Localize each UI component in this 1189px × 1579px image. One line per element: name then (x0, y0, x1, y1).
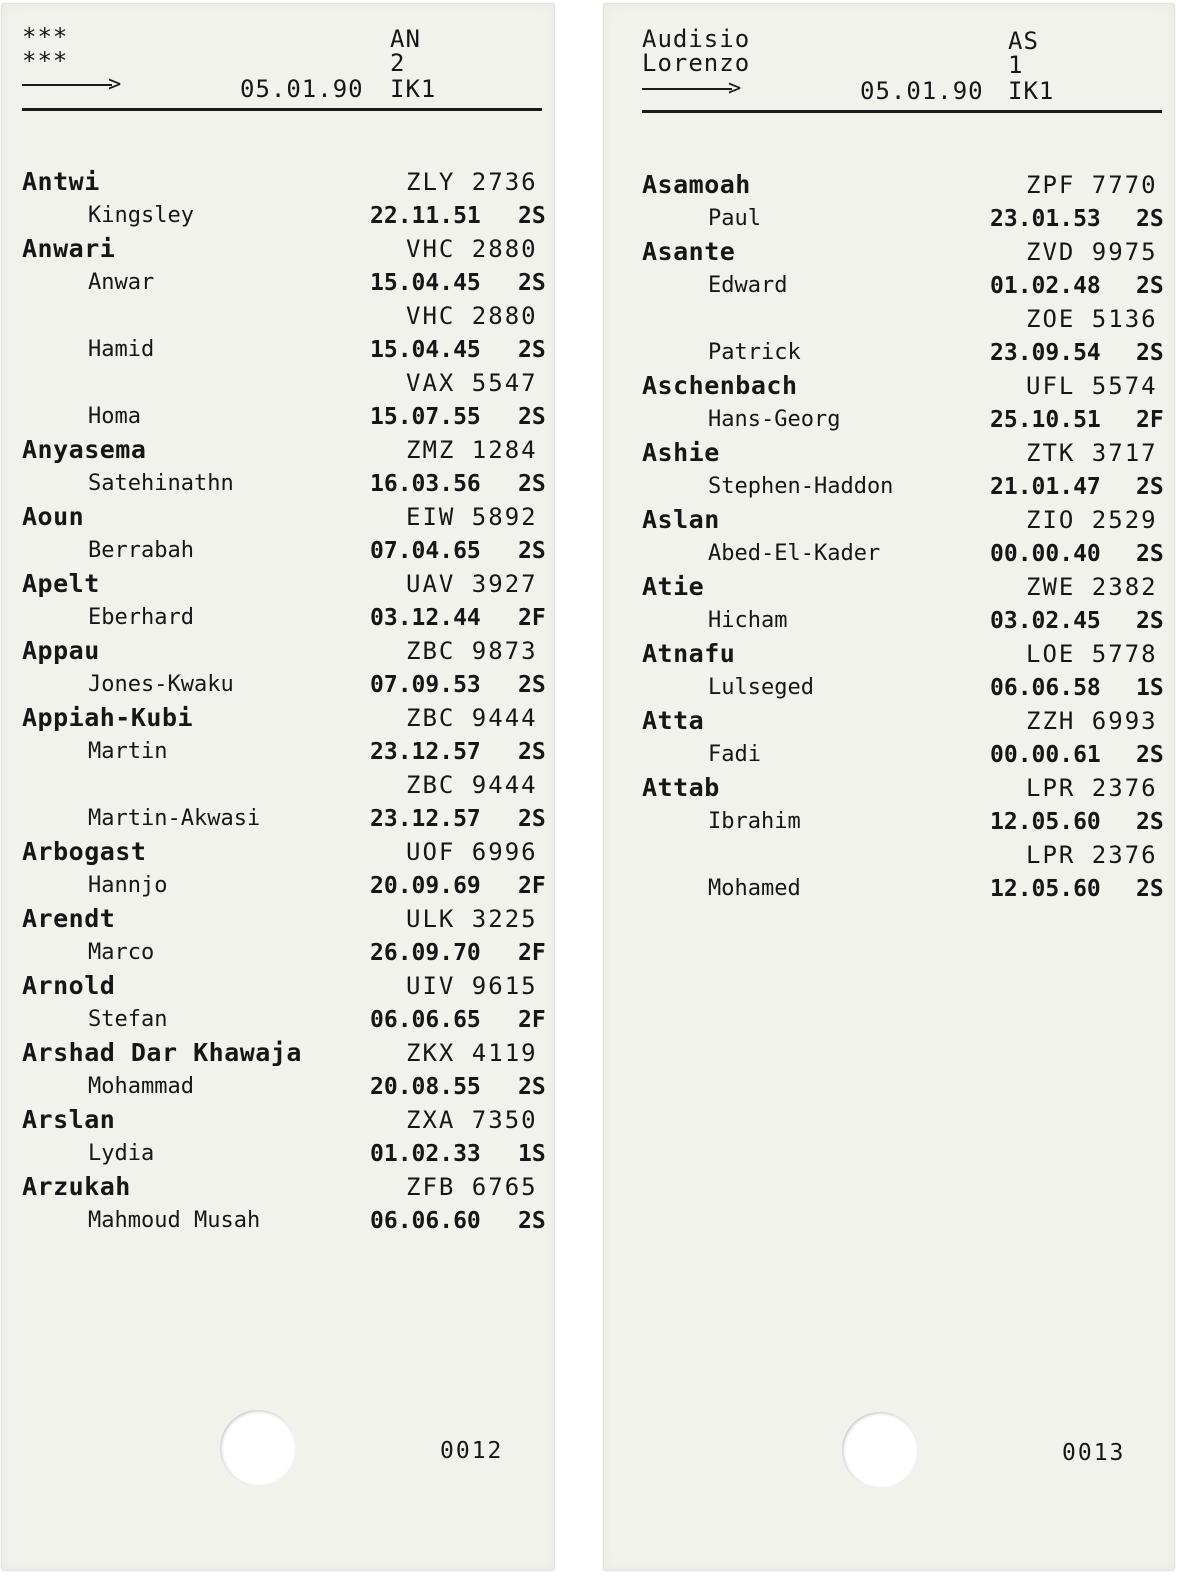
arrow-right-icon: > (642, 80, 746, 98)
record-code: ZWE 2382 (1026, 573, 1158, 601)
header-unit: IK1 (1008, 77, 1055, 105)
birth-date: 20.09.69 (370, 872, 481, 899)
given-name: Paul (708, 205, 761, 231)
table-row (2, 636, 554, 670)
table-row (604, 271, 1174, 305)
header-group-code: AS (1008, 27, 1039, 55)
surname: Appiah-Kubi (22, 703, 194, 732)
table-row (2, 1206, 554, 1240)
given-name: Hans-Georg (708, 406, 841, 432)
table-row (2, 569, 554, 603)
birth-date: 01.02.48 (990, 272, 1101, 299)
header-date: 05.01.90 (240, 75, 364, 103)
status-class: 2F (518, 939, 546, 966)
birth-date: 01.02.33 (370, 1140, 481, 1167)
table-row (604, 874, 1174, 908)
status-class: 2F (518, 604, 546, 631)
status-class: 2S (518, 470, 546, 497)
header-group-number: 1 (1008, 51, 1024, 79)
given-name: Mahmoud Musah (88, 1207, 261, 1233)
table-row (2, 938, 554, 972)
status-class: 2S (1136, 473, 1164, 500)
table-row (2, 1105, 554, 1139)
table-row (2, 670, 554, 704)
birth-date: 15.04.45 (370, 269, 481, 296)
table-row (604, 606, 1174, 640)
status-class: 2S (518, 671, 546, 698)
record-code: ZIO 2529 (1026, 506, 1158, 534)
status-class: 2S (1136, 607, 1164, 634)
record-code: ZLY 2736 (406, 168, 538, 196)
table-row (2, 335, 554, 369)
record-card-left (2, 4, 554, 1570)
table-row (2, 737, 554, 771)
birth-date: 23.12.57 (370, 738, 481, 765)
table-row (2, 1072, 554, 1106)
surname: Aoun (22, 502, 85, 531)
birth-date: 07.04.65 (370, 537, 481, 564)
given-name: Hannjo (88, 872, 168, 898)
birth-date: 23.09.54 (990, 339, 1101, 366)
status-class: 2F (518, 872, 546, 899)
card-header (2, 4, 554, 124)
header-rule (642, 110, 1162, 113)
birth-date: 00.00.40 (990, 540, 1101, 567)
birth-date: 26.09.70 (370, 939, 481, 966)
status-class: 2F (1136, 406, 1164, 433)
given-name: Ibrahim (708, 808, 801, 834)
status-class: 2S (518, 537, 546, 564)
status-class: 2S (518, 1207, 546, 1234)
table-row (604, 237, 1174, 271)
given-name: Martin-Akwasi (88, 805, 261, 831)
given-name: Stephen-Haddon (708, 473, 894, 499)
status-class: 2S (1136, 540, 1164, 567)
status-class: 2S (518, 202, 546, 229)
table-row (2, 234, 554, 268)
record-code: ZPF 7770 (1026, 171, 1158, 199)
birth-date: 12.05.60 (990, 808, 1101, 835)
header-date: 05.01.90 (860, 77, 984, 105)
punch-hole (842, 1412, 918, 1488)
record-code: ZZH 6993 (1026, 707, 1158, 735)
given-name: Edward (708, 272, 788, 298)
header-name-line2: Lorenzo (642, 49, 751, 77)
surname: Appau (22, 636, 100, 665)
given-name: Anwar (88, 269, 155, 295)
given-name: Eberhard (88, 604, 194, 630)
record-code: ZXA 7350 (406, 1106, 538, 1134)
record-code: VAX 5547 (406, 369, 538, 397)
surname: Atta (642, 706, 705, 735)
record-code: UOF 6996 (406, 838, 538, 866)
header-name-line1: *** (22, 23, 69, 51)
table-row (604, 472, 1174, 506)
entry-list (2, 167, 554, 1239)
given-name: Mohamed (708, 875, 801, 901)
table-row (2, 1005, 554, 1039)
birth-date: 23.01.53 (990, 205, 1101, 232)
table-row (604, 572, 1174, 606)
birth-date: 20.08.55 (370, 1073, 481, 1100)
status-class: 2S (1136, 272, 1164, 299)
table-row (604, 170, 1174, 204)
surname: Atnafu (642, 639, 736, 668)
header-unit: IK1 (390, 75, 437, 103)
surname: Apelt (22, 569, 100, 598)
surname: Asamoah (642, 170, 751, 199)
table-row (2, 368, 554, 402)
birth-date: 22.11.51 (370, 202, 481, 229)
birth-date: 00.00.61 (990, 741, 1101, 768)
given-name: Mohammad (88, 1073, 194, 1099)
birth-date: 12.05.60 (990, 875, 1101, 902)
table-row (604, 338, 1174, 372)
record-code: UIV 9615 (406, 972, 538, 1000)
status-class: 2S (518, 805, 546, 832)
table-row (2, 837, 554, 871)
record-code: VHC 2880 (406, 302, 538, 330)
table-row (604, 304, 1174, 338)
record-code: ZFB 6765 (406, 1173, 538, 1201)
status-class: 2S (1136, 339, 1164, 366)
status-class: 1S (518, 1140, 546, 1167)
status-class: 2S (518, 403, 546, 430)
table-row (2, 435, 554, 469)
table-row (2, 402, 554, 436)
given-name: Abed-El-Kader (708, 540, 881, 566)
status-class: 2S (518, 1073, 546, 1100)
punch-hole (220, 1410, 296, 1486)
given-name: Satehinathn (88, 470, 234, 496)
header-name-line1: Audisio (642, 25, 751, 53)
table-row (2, 502, 554, 536)
given-name: Lydia (88, 1140, 155, 1166)
table-row (2, 268, 554, 302)
surname: Arslan (22, 1105, 116, 1134)
header-group-code: AN (390, 25, 421, 53)
surname: Arshad Dar Khawaja (22, 1038, 302, 1067)
table-row (604, 773, 1174, 807)
birth-date: 15.04.45 (370, 336, 481, 363)
record-code: LPR 2376 (1026, 774, 1158, 802)
table-row (2, 536, 554, 570)
surname: Aschenbach (642, 371, 798, 400)
surname: Atie (642, 572, 705, 601)
record-code: UFL 5574 (1026, 372, 1158, 400)
birth-date: 03.12.44 (370, 604, 481, 631)
table-row (604, 204, 1174, 238)
surname: Antwi (22, 167, 100, 196)
table-row (2, 1172, 554, 1206)
record-code: ZOE 5136 (1026, 305, 1158, 333)
table-row (604, 639, 1174, 673)
given-name: Patrick (708, 339, 801, 365)
table-row (2, 871, 554, 905)
record-code: LOE 5778 (1026, 640, 1158, 668)
record-code: ZMZ 1284 (406, 436, 538, 464)
surname: Arzukah (22, 1172, 131, 1201)
given-name: Hicham (708, 607, 788, 633)
page-number: 0012 (440, 1438, 504, 1464)
record-code: ZBC 9873 (406, 637, 538, 665)
card-header (604, 4, 1174, 124)
given-name: Martin (88, 738, 168, 764)
table-row (604, 505, 1174, 539)
surname: Asante (642, 237, 736, 266)
status-class: 1S (1136, 674, 1164, 701)
record-code: ZBC 9444 (406, 704, 538, 732)
table-row (604, 405, 1174, 439)
record-code: LPR 2376 (1026, 841, 1158, 869)
birth-date: 21.01.47 (990, 473, 1101, 500)
header-group-number: 2 (390, 49, 406, 77)
record-code: ULK 3225 (406, 905, 538, 933)
birth-date: 16.03.56 (370, 470, 481, 497)
status-class: 2S (518, 738, 546, 765)
table-row (2, 201, 554, 235)
birth-date: 06.06.60 (370, 1207, 481, 1234)
header-name-line2: *** (22, 47, 69, 75)
status-class: 2S (518, 269, 546, 296)
table-row (604, 438, 1174, 472)
table-row (2, 1038, 554, 1072)
status-class: 2S (1136, 808, 1164, 835)
table-row (2, 804, 554, 838)
surname: Arnold (22, 971, 116, 1000)
status-class: 2S (1136, 205, 1164, 232)
table-row (2, 1139, 554, 1173)
table-row (2, 301, 554, 335)
given-name: Hamid (88, 336, 155, 362)
given-name: Jones-Kwaku (88, 671, 234, 697)
surname: Ashie (642, 438, 720, 467)
given-name: Homa (88, 403, 141, 429)
record-code: UAV 3927 (406, 570, 538, 598)
record-code: ZKX 4119 (406, 1039, 538, 1067)
table-row (2, 971, 554, 1005)
birth-date: 06.06.58 (990, 674, 1101, 701)
birth-date: 06.06.65 (370, 1006, 481, 1033)
status-class: 2S (1136, 875, 1164, 902)
table-row (604, 840, 1174, 874)
arrow-right-icon: > (22, 76, 126, 94)
table-row (604, 539, 1174, 573)
given-name: Marco (88, 939, 155, 965)
record-code: VHC 2880 (406, 235, 538, 263)
birth-date: 25.10.51 (990, 406, 1101, 433)
status-class: 2F (518, 1006, 546, 1033)
surname: Attab (642, 773, 720, 802)
given-name: Kingsley (88, 202, 194, 228)
table-row (2, 469, 554, 503)
table-row (604, 371, 1174, 405)
table-row (2, 770, 554, 804)
given-name: Lulseged (708, 674, 814, 700)
status-class: 2S (518, 336, 546, 363)
given-name: Berrabah (88, 537, 194, 563)
table-row (2, 167, 554, 201)
surname: Arbogast (22, 837, 147, 866)
surname: Aslan (642, 505, 720, 534)
given-name: Stefan (88, 1006, 168, 1032)
record-code: ZBC 9444 (406, 771, 538, 799)
record-code: ZTK 3717 (1026, 439, 1158, 467)
table-row (604, 706, 1174, 740)
page-number: 0013 (1062, 1440, 1126, 1466)
surname: Arendt (22, 904, 116, 933)
birth-date: 23.12.57 (370, 805, 481, 832)
entry-list (604, 170, 1174, 907)
birth-date: 03.02.45 (990, 607, 1101, 634)
given-name: Fadi (708, 741, 761, 767)
table-row (2, 703, 554, 737)
table-row (604, 740, 1174, 774)
table-row (2, 603, 554, 637)
status-class: 2S (1136, 741, 1164, 768)
birth-date: 07.09.53 (370, 671, 481, 698)
birth-date: 15.07.55 (370, 403, 481, 430)
header-rule (22, 108, 542, 111)
record-code: ZVD 9975 (1026, 238, 1158, 266)
table-row (604, 673, 1174, 707)
surname: Anwari (22, 234, 116, 263)
table-row (2, 904, 554, 938)
record-card-right (604, 4, 1174, 1570)
surname: Anyasema (22, 435, 147, 464)
table-row (604, 807, 1174, 841)
record-code: EIW 5892 (406, 503, 538, 531)
